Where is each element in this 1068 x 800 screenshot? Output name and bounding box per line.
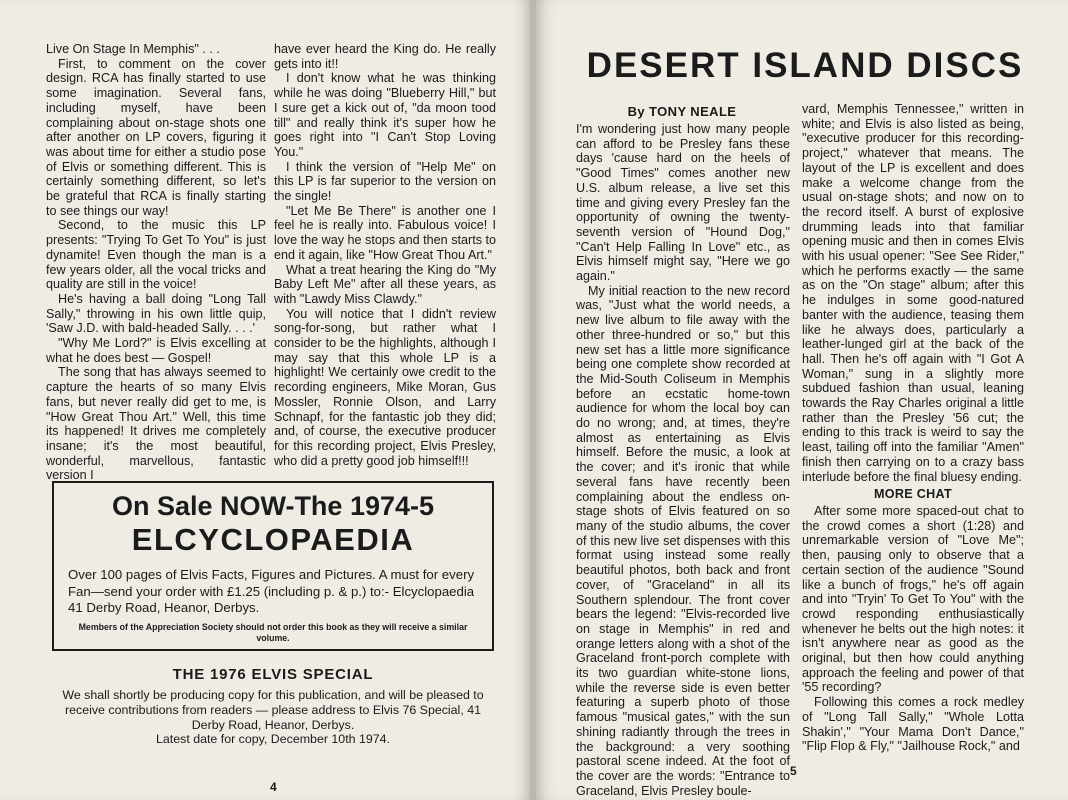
special-date: Latest date for copy, December 10th 1974. [156,732,390,747]
ad-headline: On Sale NOW-The 1974-5 [111,491,435,521]
article-title: DESERT ISLAND DISCS [586,46,1024,85]
paragraph: He's having a ball doing "Long Tall Sally," throwing in his own little quip, 'Saw J.D. with bald-headed Sally. . . .' [46,291,266,336]
paragraph: Live On Stage In Memphis" . . . [46,42,220,56]
paragraph: vard, Memphis Tennessee," written in white; and Elvis is also listed as being, "executive producer for this recording-project," whatever that means. The layout of the LP is excellent and does make a welcome change from the usual on-stage shots; and now on to the record itself. A burst of explosive drumming leads into that familiar opening music and then in comes Elvis with his usual opener: "See See Rider," which he performs exactly — the same as on the "On stage" album; after this he indulges in some good-natured banter with the audience, teasing them like he always does, particularly a leather-lunged girl at the back of the hall. Then he's off again with "I Got A Woman," sung in a slightly more subdued fashion than usual, leaning towards the Ray Charles original a little rather than the Presley '56 cut; the ending to this track is weird to say the least, tailing off into the familiar "Amen" finish then carrying on to a crazy bass interlude before the final bluesy ending. [802,102,1024,484]
paragraph: "Why Me Lord?" is Elvis excelling at what he does best — Gospel! [46,336,266,365]
special-notice [52,688,494,747]
left-column-2 [274,42,496,470]
paragraph: Following this comes a rock medley of "Long Tall Sally," "Whole Lotta Shakin'," "Your Mama Don't Dance," "Flip Flop & Fly," "Jailhouse Rock," and [802,695,1024,754]
paragraph: My initial reaction to the new record was, "Just what the world needs, a new live album to file away with the other three-hundred or so," but this new set has a little more significance being one complete show recorded at the Mid-South Coliseum in Memphis before an ecstatic home-town audience for whom the local boy can do no wrong; and, at times, they're almost as entertaining as Elvis himself. Before the music, a look at the cover; and it's ironic that while several fans have recently been complaining about the endless on-stage shots of Elvis featured on so many of the studio albums, the cover of this new live set dispenses with this format using instead some really beautiful photos, both back and front cover, of "Graceland" in all its Southern splendour. The front cover bears the legend: "Elvis-recorded live on stage in Memphis" in red and orange letters along with a shot of the Graceland front-porch complete with its two guardian white-stone lions, while the reverse side is even better featuring a superb photo of those famous "musical gates," with the sun shining radiantly through the trees in the background: a very soothing pastoral scene indeed. At the foot of the cover are the words: "Entrance to Graceland, Elvis Presley boule- [576,283,790,798]
subheading: MORE CHAT [873,487,953,502]
paragraph: Second, to the music this LP presents: "Trying To Get To You" is just dynamite! Even though the man is a few years older, all the vocal tricks and quality are still in the voice! [46,218,266,292]
elcyclopaedia-ad [52,481,494,651]
ad-title: ELCYCLOPAEDIA [131,522,415,557]
paragraph: I think the version of "Help Me" on this LP is far superior to the version on the single! [274,159,496,204]
byline: By TONY NEALE [627,104,737,119]
page-number: 5 [790,764,797,778]
right-column-2 [802,102,1024,754]
paragraph: I don't know what he was thinking while he was doing "Blueberry Hill," but I sure get a kick out of, "da moon tood till" and really think it's super how he goes right into "I Can't Stop Loving You." [274,71,496,159]
special-body: We shall shortly be producing copy for this publication, and will be pleased to receive contributions from readers — please address to Elvis 76 Special, 41 Derby Road, Heanor, Derbys. [62,688,484,732]
special-title: THE 1976 ELVIS SPECIAL [172,666,374,683]
paragraph: I'm wondering just how many people can afford to be Presley fans these days 'cause hard on the heels of "Good Times" comes another new U.S. album release, a live set this time and giving every Presley fan the opportunity of owning the twenty-seventh version of "Hound Dog," "Can't Help Falling In Love" etc., as Elvis himself might say, "Here we go again." [576,122,790,284]
ad-body: Over 100 pages of Elvis Facts, Figures and Pictures. A must for every Fan—send your order with £1.25 (including p. & p.) to:- Elcyclopaedia 41 Derby Road, Heanor, Derbys. [68,567,475,615]
paragraph: "Let Me Be There" is another one I feel he is really into. Fabulous voice! I love the way he stops and then starts to end it again, like "How Great Thou Art." [274,203,496,262]
right-column-1 [576,122,790,798]
paragraph: have ever heard the King do. He really gets into it!! [274,42,496,71]
page-number: 4 [270,780,277,794]
paragraph: First, to comment on the cover design. RCA has finally started to use some imagination. Several fans, including myself, have been complaining about on-stage shots one after another on LP covers, figuring it was about time for either a studio pose of Elvis or something different. This is certainly something different, so let's be grateful that RCA is finally starting to see things our way! [46,56,266,218]
right-page [536,0,1068,800]
paragraph: After some more spaced-out chat to the crowd comes a short (1:28) and unremarkable version of "Love Me"; then, pausing only to observe that a certain section of the audience "Sound like a bunch of frogs," he's off again and into "Tryin' To Get To You" with the crowd responding enthusiastically whenever he belts out the high notes: it isn't anywhere near as good as the original, but then how could anything approach the feeling and power of that '55 recording? [802,503,1024,695]
paragraph: You will notice that I didn't review song-for-song, but rather what I consider to be the highlights, although I may say that this whole LP is a highlight! We certainly owe credit to the recording engineers, Mike Moran, Gus Mossler, Ronnie Olson, and Larry Schnapf, for the fantastic job they did; and, of course, the executive producer for this recording project, Elvis Presley, who did a pretty good job himself!!! [274,306,496,468]
left-column-1 [46,42,266,483]
left-page [0,0,532,800]
paragraph: What a treat hearing the King do "My Baby Left Me" after all these years, as with "Lawdy Miss Clawdy." [274,262,496,306]
paragraph: The song that has always seemed to capture the hearts of so many Elvis fans, but never really did get to me, is "How Great Thou Art." Well, this time its happened! It drives me completely insane; it's the most beautiful, wonderful, marvellous, fantastic version I [46,365,266,483]
ad-note: Members of the Appreciation Society should not order this book as they will receive a similar volume. [78,622,468,643]
